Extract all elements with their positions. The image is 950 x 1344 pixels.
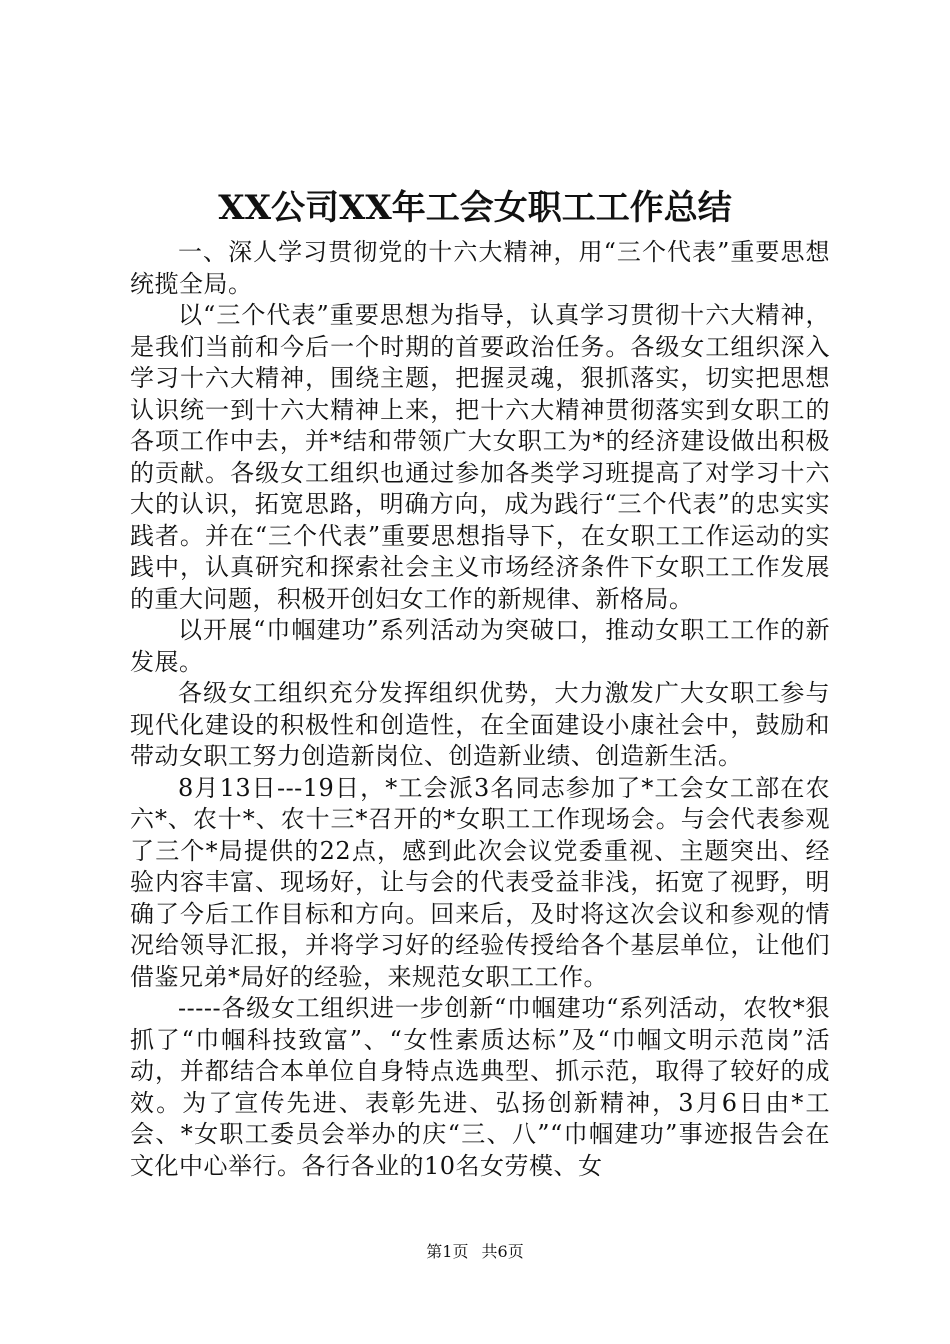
- document-title: XX公司XX年工会女职工工作总结: [218, 188, 732, 228]
- paragraph-3: 以开展“巾帼建功”系列活动为突破口，推动女职工工作的新发展。: [130, 616, 830, 676]
- paragraph-4: 各级女工组织充分发挥组织优势，大力激发广大女职工参与现代化建设的积极性和创造性，在全面建设小康社会中，鼓励和带动女职工努力创造新岗位、创造新业绩、创造新生活。: [130, 679, 830, 770]
- paragraph-5: 8月13日---19日，*工会派3名同志参加了*工会女工部在农六*、农十*、农十三*召开的*女职工工作现场会。与会代表参观了三个*局提供的22点，感到此次会议党委重视、主题突出、经验内容丰富、现场好，让与会的代表受益非浅，拓宽了视野，明确了今后工作目标和方向。回来后，及时将这次会议和参观的情况给领导汇报，并将学习好的经验传授给各个基层单位，让他们借鉴兄弟*局好的经验，来规范女职工工作。: [130, 773, 830, 991]
- document-body: [130, 237, 830, 1182]
- page-footer: [0, 1242, 950, 1262]
- page-total: 共6页: [481, 1242, 524, 1261]
- paragraph-6: -----各级女工组织进一步创新“巾帼建功“系列活动，农牧*狠抓了“巾帼科技致富”、“女性素质达标”及“巾帼文明示范岗”活动，并都结合本单位自身特点选典型、抓示范，取得了较好的成效。为了宣传先进、表彰先进、弘扬创新精神，3月6日由*工会、*女职工委员会举办的庆“三、八”“巾帼建功”事迹报告会在文化中心举行。各行各业的10名女劳模、女: [130, 994, 830, 1180]
- paragraph-1: 一、深人学习贯彻党的十六大精神，用“三个代表”重要思想统揽全局。: [130, 238, 830, 298]
- paragraph-2: 以“三个代表”重要思想为指导，认真学习贯彻十六大精神，是我们当前和今后一个时期的首要政治任务。各级女工组织深入学习十六大精神，围绕主题，把握灵魂，狠抓落实，切实把思想认识统一到十六大精神上来，把十六大精神贯彻落实到女职工的各项工作中去，并*结和带领广大女职工为*的经济建设做出积极的贡献。各级女工组织也通过参加各类学习班提高了对学习十六大的认识，拓宽思路，明确方向，成为践行“三个代表”的忠实实践者。并在“三个代表”重要思想指导下，在女职工工作运动的实践中，认真研究和探索社会主义市场经济条件下女职工工作发展的重大问题，积极开创妇女工作的新规律、新格局。: [130, 301, 830, 613]
- page-number: 第1页: [426, 1242, 469, 1261]
